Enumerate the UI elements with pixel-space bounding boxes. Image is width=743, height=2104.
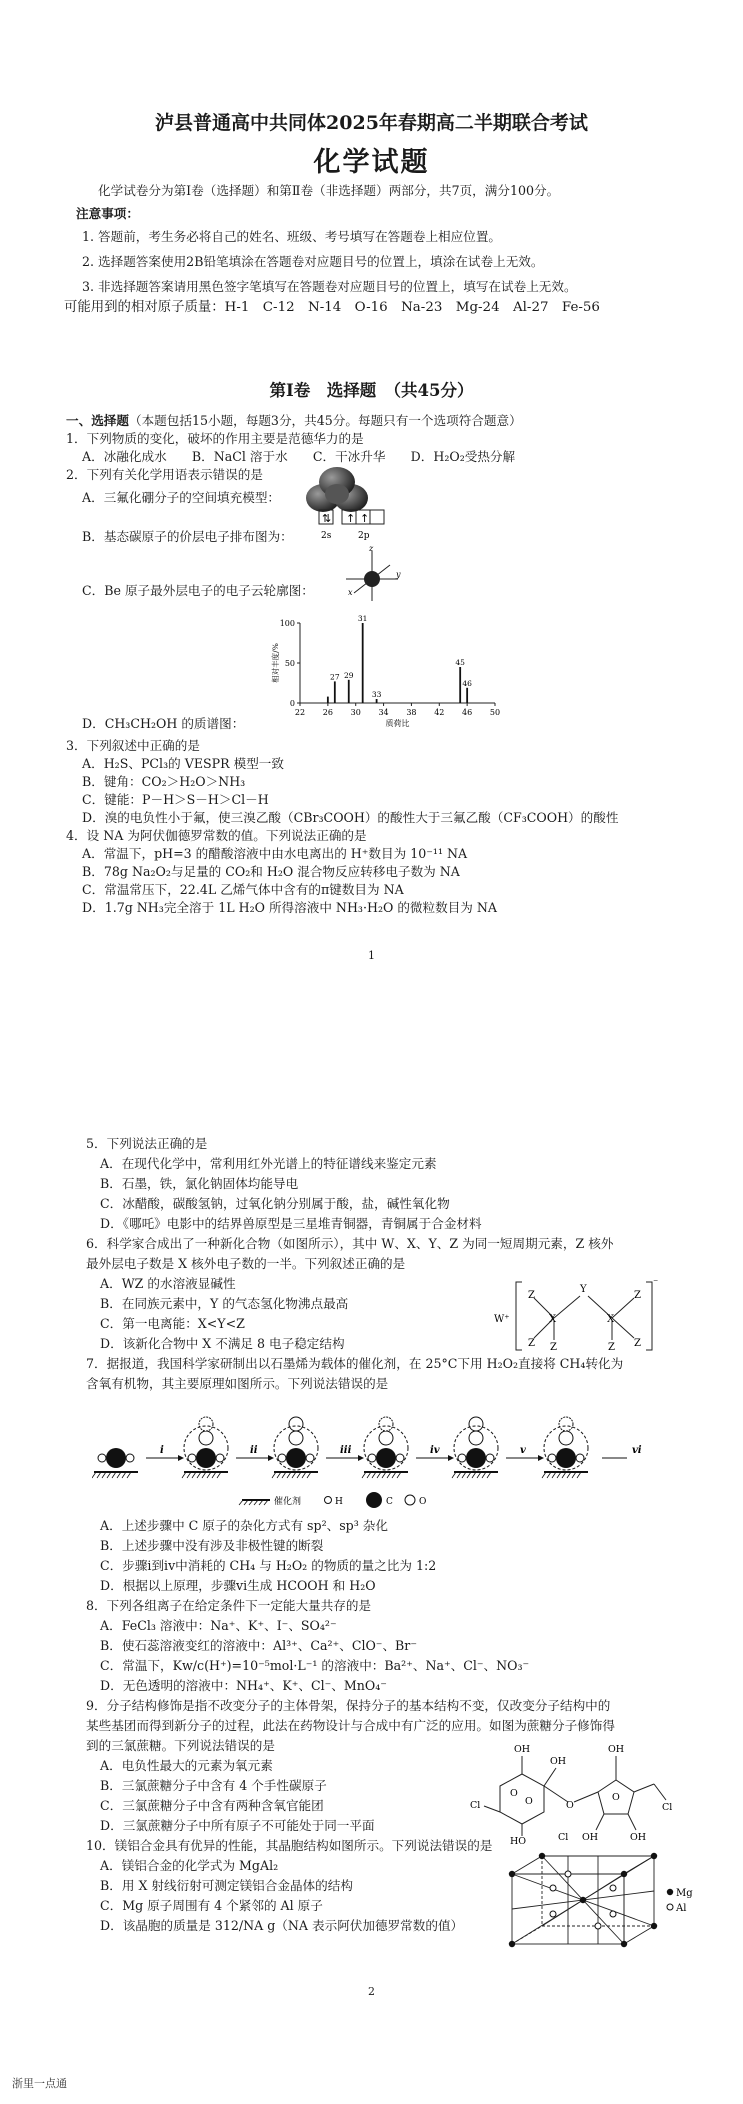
- step-label: ii: [250, 1445, 258, 1456]
- x-tick-label: 42: [434, 708, 445, 717]
- oxygen-atom: [289, 1431, 303, 1445]
- q6-label-y: Y: [580, 1284, 587, 1295]
- y-tick-label: 0: [289, 699, 295, 708]
- x-tick-label: 30: [350, 708, 361, 717]
- hydrogen-atom: [368, 1454, 376, 1462]
- sucralose-label-oh4: OH: [582, 1832, 599, 1843]
- q6-label-z3: Z: [634, 1290, 641, 1301]
- q4-option-c: C．常温常压下，22.4L 乙烯气体中含有的π键数目为 NA: [82, 882, 404, 897]
- hydrogen-atom: [216, 1454, 224, 1462]
- q6-option-b: B．在同族元素中，Y 的气态氢化物沸点最高: [100, 1296, 349, 1311]
- q6-option-d: D．该新化合物中 X 不满足 8 电子稳定结构: [100, 1336, 345, 1351]
- sucralose-label-oh1: OH: [514, 1744, 531, 1755]
- q4-option-d: D．1.7g NH₃完全溶于 1L H₂O 所得溶液中 NH₃·H₂O 的微粒数目为 NA: [82, 900, 498, 915]
- q5-stem: 5．下列说法正确的是: [86, 1136, 208, 1151]
- q6-stem-line2: 最外层电子数是 X 核外电子数的一半。下列叙述正确的是: [86, 1256, 406, 1271]
- step-label: iii: [340, 1445, 352, 1456]
- legend-c-dot: [366, 1492, 382, 1508]
- svg-text:↑: ↑: [360, 512, 370, 525]
- q3-option-b: B．键角：CO₂＞H₂O＞NH₃: [82, 774, 246, 789]
- section-intro-rest: （本题包括15小题，每题3分，共45分。每题只有一个选项符合题意）: [128, 413, 522, 428]
- q9-option-d: D．三氯蔗糖分子中所有原子不可能处于同一平面: [100, 1818, 375, 1833]
- legend-al-label: Al: [676, 1903, 687, 1914]
- page-number-1: 1: [368, 949, 375, 962]
- sucralose-label-o2: O: [566, 1800, 574, 1811]
- step-label: i: [160, 1445, 164, 1456]
- sucralose-structure: [470, 1736, 680, 1844]
- sucralose-label-o3: O: [612, 1792, 620, 1803]
- legend-catalyst-label: 催化剂: [274, 1497, 302, 1507]
- hydrogen-atom: [98, 1454, 106, 1462]
- q10-stem: 10．镁铝合金具有优异的性能，其晶胞结构如图所示。下列说法错误的是: [86, 1838, 493, 1853]
- svg-text:x: x: [348, 588, 353, 597]
- q6-option-a: A．WZ 的水溶液显碱性: [100, 1276, 236, 1291]
- legend-o-label: O: [419, 1497, 427, 1507]
- step-arrow-head: [268, 1455, 274, 1461]
- sucralose-label-o1: O: [525, 1796, 533, 1807]
- legend-o-dot: [405, 1495, 415, 1505]
- oxygen-atom: [559, 1417, 573, 1431]
- x-tick-label: 38: [406, 708, 417, 717]
- q8-stem: 8．下列各组离子在给定条件下一定能大量共存的是: [86, 1598, 372, 1613]
- mgal-unit-cell: [506, 1852, 696, 1948]
- hydrogen-atom: [126, 1454, 134, 1462]
- oxygen-atom: [199, 1431, 213, 1445]
- sucralose-label-cl2: Cl: [662, 1802, 673, 1813]
- q7-option-d: D．根据以上原理，步骤vi生成 HCOOH 和 H₂O: [100, 1578, 376, 1593]
- hydrogen-atom: [548, 1454, 556, 1462]
- sucralose-label-oh5: OH: [630, 1832, 647, 1843]
- hydrogen-atom: [576, 1454, 584, 1462]
- q7-option-b: B．上述步骤中没有涉及非极性键的断裂: [100, 1538, 324, 1553]
- exam-intro: 化学试卷分为第Ⅰ卷（选择题）和第Ⅱ卷（非选择题）两部分，共7页，满分100分。: [98, 183, 560, 198]
- legend-mg-label: Mg: [676, 1888, 693, 1899]
- q3-option-c: C．键能：P－H＞S－H＞Cl－H: [82, 792, 269, 807]
- carbon-orbital-diagram: [318, 508, 398, 542]
- q5-option-d: D．《哪吒》电影中的结界兽原型是三星堆青铜器，青铜属于合金材料: [100, 1216, 482, 1231]
- q7-option-a: A．上述步骤中 C 原子的杂化方式有 sp²、sp³ 杂化: [100, 1518, 388, 1533]
- sucralose-label-cl1: Cl: [470, 1800, 481, 1811]
- x-tick-label: 50: [489, 708, 501, 717]
- notice-2: 2. 选择题答案使用2B铅笔填涂在答题卷对应题目号的位置上，填涂在试卷上无效。: [82, 254, 544, 269]
- step-label: v: [520, 1445, 526, 1456]
- svg-text:z: z: [369, 545, 374, 553]
- orbital-label-2p: 2p: [358, 531, 370, 541]
- q2-stem: 2．下列有关化学用语表示错误的是: [66, 467, 263, 482]
- oxygen-atom: [199, 1417, 213, 1431]
- q6-label-z6: Z: [608, 1342, 615, 1353]
- carbon-atom: [106, 1448, 126, 1468]
- legend-mg-dot: [667, 1889, 673, 1895]
- q6-label-x1: X: [549, 1314, 557, 1325]
- q3-option-a: A．H₂S、PCl₃的 VESPR 模型一致: [82, 756, 284, 771]
- step-label: vi: [632, 1445, 642, 1456]
- hydrogen-atom: [396, 1454, 404, 1462]
- oxygen-atom: [379, 1431, 393, 1445]
- svg-text:⇅: ⇅: [322, 512, 332, 525]
- oxygen-atom: [469, 1431, 483, 1445]
- q7-option-c: C．步骤i到iv中消耗的 CH₄ 与 H₂O₂ 的物质的量之比为 1:2: [100, 1558, 437, 1573]
- legend-h-dot: [325, 1497, 332, 1504]
- y-axis-label: 相对丰度/%: [271, 643, 280, 683]
- q5-option-b: B．石墨，铁，氯化钠固体均能导电: [100, 1176, 299, 1191]
- section-one-title: 第Ⅰ卷 选择题 （共45分）: [269, 381, 474, 400]
- atomic-masses: 可能用到的相对原子质量：H-1 C-12 N-14 O-16 Na-23 Mg-24 Al-27 Fe-56: [64, 300, 600, 315]
- legend-h-label: H: [335, 1497, 343, 1507]
- q8-option-a: A．FeCl₃ 溶液中：Na⁺、K⁺、I⁻、SO₄²⁻: [100, 1618, 337, 1633]
- carbon-atom: [376, 1448, 396, 1468]
- q10-option-c: C．Mg 原子周围有 4 个紧邻的 Al 原子: [100, 1898, 323, 1913]
- x-tick-label: 46: [462, 708, 473, 717]
- sucralose-label-ho: HO: [510, 1836, 527, 1844]
- q8-option-b: B．使石蕊溶液变红的溶液中：Al³⁺、Ca²⁺、ClO⁻、Br⁻: [100, 1638, 417, 1653]
- carbon-atom: [466, 1448, 486, 1468]
- q6-compound-structure: [494, 1276, 674, 1356]
- carbon-atom: [556, 1448, 576, 1468]
- q6-label-charge: ⁻: [653, 1278, 659, 1289]
- q3-option-d: D．溴的电负性小于氟，使三溴乙酸（CBr₃COOH）的酸性大于三氟乙酸（CF₃COOH）的酸性: [82, 810, 619, 825]
- q6-label-w: W⁺: [494, 1314, 510, 1325]
- q9-stem-line2: 某些基团而得到新分子的过程，此法在药物设计与合成中有广泛的应用。如图为蔗糖分子修饰得: [86, 1718, 615, 1733]
- step-label: iv: [430, 1445, 440, 1456]
- sucralose-label-oh3: OH: [608, 1744, 625, 1755]
- q7-stem-line2: 含氧有机物，其主要原理如图所示。下列说法错误的是: [86, 1376, 389, 1391]
- notice-1: 1. 答题前，考生务必将自己的姓名、班级、考号填写在答题卷上相应位置。: [82, 229, 502, 244]
- hydrogen-atom: [278, 1454, 286, 1462]
- oxygen-atom: [559, 1431, 573, 1445]
- notice-label: 注意事项：: [76, 206, 139, 221]
- q9-option-c: C．三氯蔗糖分子中含有两种含氧官能团: [100, 1798, 324, 1813]
- peak-label: 33: [371, 690, 382, 699]
- notice-3: 3. 非选择题答案请用黑色签字笔填写在答题卷对应题目号的位置上，填写在试卷上无效。: [82, 279, 577, 294]
- hydrogen-atom: [458, 1454, 466, 1462]
- step-arrow-head: [448, 1455, 454, 1461]
- q6-label-z4: Z: [634, 1338, 641, 1349]
- q2-option-b: B．基态碳原子的价层电子排布图为：: [82, 529, 293, 544]
- sucralose-label-o4: O: [510, 1788, 518, 1799]
- q6-label-z2: Z: [528, 1338, 535, 1349]
- mass-spectrum-chart: [270, 615, 510, 727]
- q6-label-z1: Z: [528, 1290, 535, 1301]
- x-tick-label: 26: [322, 708, 333, 717]
- svg-text:y: y: [396, 570, 401, 579]
- q1-stem: 1．下列物质的变化，破坏的作用主要是范德华力的是: [66, 431, 364, 446]
- step-arrow-head: [358, 1455, 364, 1461]
- y-tick-label: 100: [279, 619, 295, 628]
- section-intro-bold: 一、选择题: [66, 413, 129, 428]
- carbon-atom: [286, 1448, 306, 1468]
- q2-option-a: A．三氟化硼分子的空间填充模型：: [82, 490, 281, 505]
- legend-c-label: C: [386, 1497, 393, 1507]
- q9-stem-line3: 到的三氯蔗糖。下列说法错误的是: [86, 1738, 275, 1753]
- section-intro: [66, 413, 522, 429]
- hydrogen-atom: [188, 1454, 196, 1462]
- x-tick-label: 22: [294, 708, 306, 717]
- q6-label-z5: Z: [550, 1342, 557, 1353]
- sucralose-label-oh2: OH: [550, 1756, 567, 1767]
- y-tick-label: 50: [284, 659, 295, 668]
- q10-option-b: B．用 X 射线衍射可测定镁铝合金晶体的结构: [100, 1878, 353, 1893]
- q8-option-d: D．无色透明的溶液中：NH₄⁺、K⁺、Cl⁻、MnO₄⁻: [100, 1678, 387, 1693]
- q6-stem-line1: 6．科学家合成出了一种新化合物（如图所示），其中 W、X、Y、Z 为同一短周期元素，Z 核外: [86, 1236, 614, 1251]
- q7-reaction-mechanism: [92, 1400, 662, 1514]
- legend-al-dot: [667, 1904, 673, 1910]
- q4-option-b: B．78g Na₂O₂与足量的 CO₂和 H₂O 混合物反应转移电子数为 NA: [82, 864, 460, 879]
- q6-label-x2: X: [607, 1314, 615, 1325]
- peak-label: 31: [357, 615, 368, 623]
- q9-stem-line1: 9．分子结构修饰是指不改变分子的主体骨架，保持分子的基本结构不变，仅改变分子结构中的: [86, 1698, 611, 1713]
- q1-options: A．冰融化成水 B．NaCl 溶于水 C．干冰升华 D．H₂O₂受热分解: [82, 449, 516, 464]
- step-arrow-head: [178, 1455, 184, 1461]
- q10-option-d: D．该晶胞的质量是 312/NA g（NA 表示阿伏加德罗常数的值）: [100, 1918, 464, 1933]
- q6-option-c: C．第一电离能：X<Y<Z: [100, 1316, 245, 1331]
- peak-label: 45: [455, 658, 465, 667]
- x-axis-label: 质荷比: [385, 719, 410, 727]
- oxygen-atom: [469, 1417, 483, 1431]
- legend-catalyst-hatch: [239, 1500, 243, 1505]
- hydrogen-atom: [486, 1454, 494, 1462]
- q7-stem-line1: 7．据报道，我国科学家研制出以石墨烯为载体的催化剂，在 25°C下用 H₂O₂直接将 CH₄转化为: [86, 1356, 624, 1371]
- q4-stem: 4．设 NA 为阿伏伽德罗常数的值。下列说法正确的是: [66, 828, 367, 843]
- exam-title: 泸县普通高中共同体2025年春期高二半期联合考试: [155, 112, 588, 134]
- q2-option-d: D．CH₃CH₂OH 的质谱图：: [82, 716, 245, 731]
- q2-option-c: C．Be 原子最外层电子的电子云轮廓图：: [82, 583, 314, 598]
- oxygen-atom: [379, 1417, 393, 1431]
- hydrogen-atom: [306, 1454, 314, 1462]
- q9-option-a: A．电负性最大的元素为氧元素: [100, 1758, 273, 1773]
- peak-label: 27: [330, 672, 340, 682]
- subject-title: 化学试题: [313, 147, 430, 178]
- peak-label: 46: [462, 678, 472, 688]
- step-arrow-head: [538, 1455, 544, 1461]
- q8-option-c: C．常温下，Kw/c(H⁺)=10⁻⁵mol·L⁻¹ 的溶液中：Ba²⁺、Na⁺、Cl⁻、NO₃⁻: [100, 1658, 530, 1673]
- q5-option-c: C．冰醋酸，碳酸氢钠，过氧化钠分别属于酸，盐，碱性氧化物: [100, 1196, 450, 1211]
- q4-option-a: A．常温下，pH=3 的醋酸溶液中由水电离出的 H⁺数目为 10⁻¹¹ NA: [82, 846, 468, 861]
- x-tick-label: 34: [378, 708, 389, 717]
- orbital-label-2s: 2s: [321, 531, 332, 541]
- be-orbital-contour: [340, 545, 404, 605]
- q3-stem: 3．下列叙述中正确的是: [66, 738, 200, 753]
- page-number-2: 2: [368, 1985, 375, 1998]
- peak-label: 29: [343, 670, 354, 680]
- footer-watermark: 浙里一点通: [12, 2077, 67, 2090]
- sucralose-label-cl3: Cl: [558, 1832, 569, 1843]
- carbon-atom: [196, 1448, 216, 1468]
- q5-option-a: A．在现代化学中，常利用红外光谱上的特征谱线来鉴定元素: [100, 1156, 437, 1171]
- oxygen-atom: [289, 1417, 303, 1431]
- svg-text:↑: ↑: [346, 512, 356, 525]
- q9-option-b: B．三氯蔗糖分子中含有 4 个手性碳原子: [100, 1778, 327, 1793]
- q10-option-a: A．镁铝合金的化学式为 MgAl₂: [100, 1858, 279, 1873]
